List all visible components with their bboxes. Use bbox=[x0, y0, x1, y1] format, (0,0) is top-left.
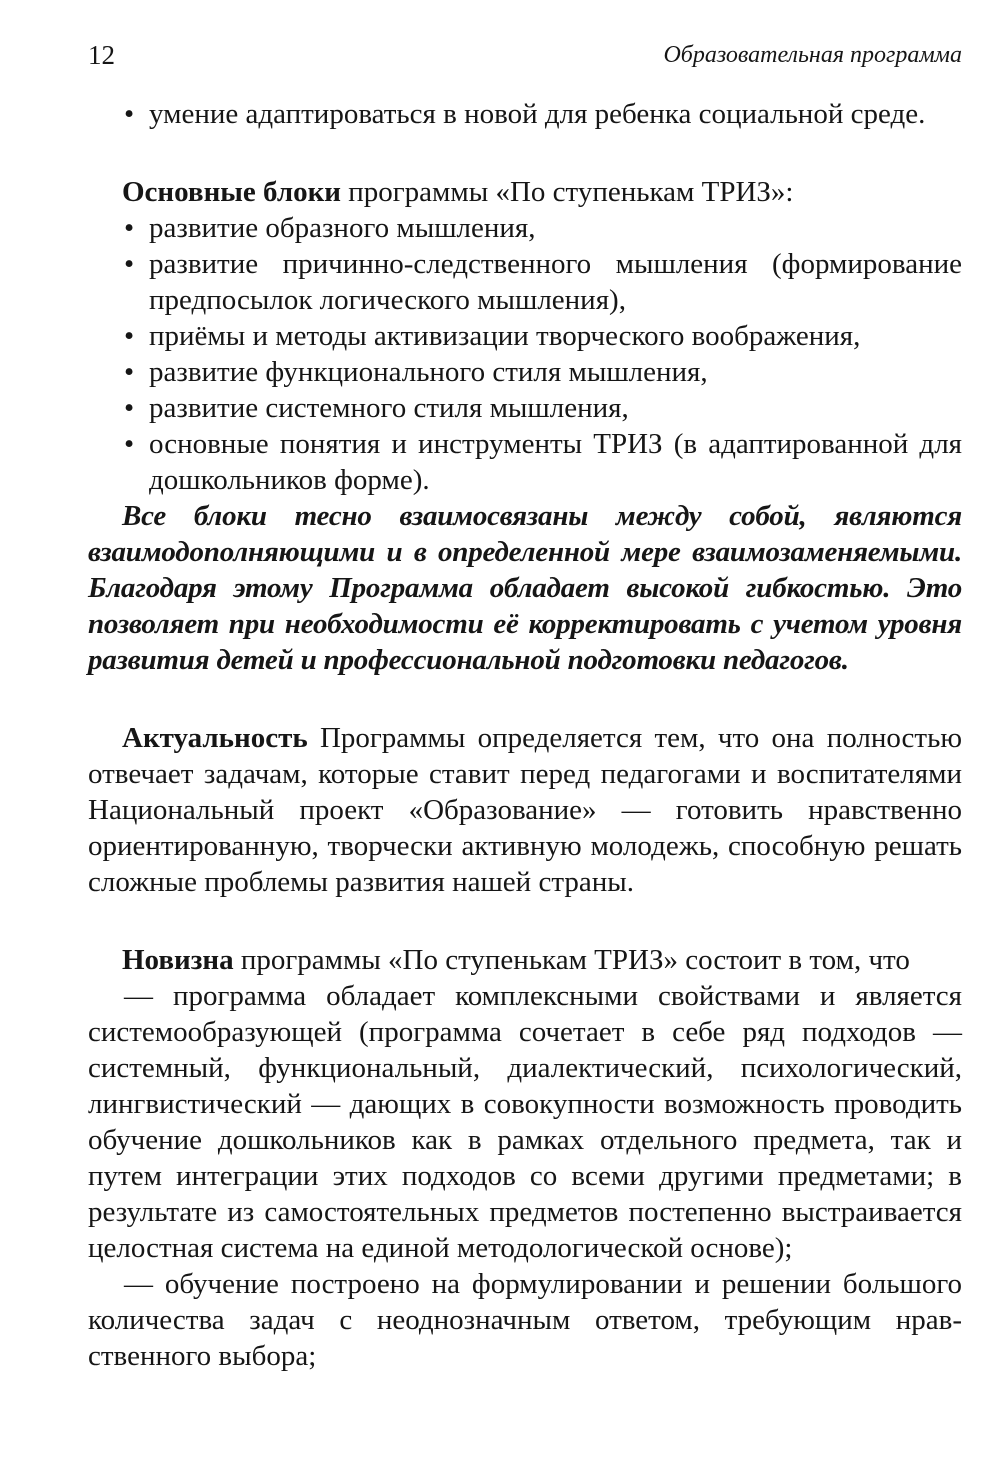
novelty-bold: Новизна bbox=[122, 944, 234, 976]
bullet-icon: • bbox=[124, 98, 135, 130]
emphasis-paragraph: Все блоки тесно взаимосвязаны между собой, являются взаимодополняющими и в определенной мере взаимозаменяемыми. Благодаря этому Программа обладает высокой гибкостью. Это позволяет при необходимости её корректировать с учетом уровня развития детей и профессиональной подготовки педагогов. bbox=[88, 500, 962, 676]
bullet-icon: • bbox=[124, 320, 135, 352]
page-header bbox=[88, 38, 962, 72]
list-item bbox=[88, 246, 962, 318]
list-item bbox=[88, 354, 962, 390]
bullet-icon: • bbox=[124, 212, 135, 244]
list-item-text: развитие образного мышления, bbox=[149, 212, 536, 244]
blocks-heading-text: программы «По ступенькам ТРИЗ»: bbox=[341, 176, 794, 208]
novelty-point: — обучение построено на формулировании и решении большого количества задач с неоднозначным ответом, требующим нравственного выбора; bbox=[88, 1268, 962, 1372]
running-title: Образовательная программа bbox=[663, 42, 962, 68]
page-number: 12 bbox=[88, 40, 115, 70]
list-item bbox=[88, 390, 962, 426]
novelty-heading bbox=[88, 942, 962, 978]
list-item-text: развитие причинно-следственного мышления (формирование предпосылок логического мышления), bbox=[149, 248, 962, 316]
relevance-text: Программы определяется тем, что она полностью отвечает задачам, которые ставит перед педагогами и воспитателями Национальный проект «Образование» — готовить нравственно ориентированную, творчески активную молодежь, способную решать сложные проблемы развития нашей страны. bbox=[88, 722, 962, 898]
list-item bbox=[88, 210, 962, 246]
bullet-icon: • bbox=[124, 248, 135, 280]
relevance-bold: Актуальность bbox=[122, 722, 308, 754]
list-item-text: развитие системного стиля мышления, bbox=[149, 392, 629, 424]
novelty-point: — программа обладает комплексными свойствами и является системообразующей (программа сочетает в себе ряд подходов — системный, функциональный, диалектический, психологический, лингвистический — дающих в совокупности возможность проводить обучение дошкольников как в рамках отдельного предмета, так и путем интеграции этих подходов со всеми другими предметами; в результате из самостоятельных предметов постепенно выстраивается целостная система на единой методологической основе); bbox=[88, 980, 962, 1264]
list-item-text: приёмы и методы активизации творческого воображения, bbox=[149, 320, 861, 352]
list-item bbox=[88, 318, 962, 354]
blocks-heading-bold: Основные блоки bbox=[122, 176, 342, 208]
blocks-list bbox=[88, 210, 962, 498]
list-item-text: основные понятия и инструменты ТРИЗ (в адаптированной для дошкольников форме). bbox=[149, 428, 962, 496]
intro-bullet-list bbox=[88, 96, 962, 132]
bullet-icon: • bbox=[124, 428, 135, 460]
page-body bbox=[88, 96, 962, 1374]
bullet-icon: • bbox=[124, 356, 135, 388]
relevance-paragraph bbox=[88, 720, 962, 900]
bullet-icon: • bbox=[124, 392, 135, 424]
list-item bbox=[88, 96, 962, 132]
list-item bbox=[88, 426, 962, 498]
list-item-text: умение адаптироваться в новой для ребенка социальной среде. bbox=[149, 98, 926, 130]
novelty-text: программы «По ступенькам ТРИЗ» состоит в том, что bbox=[233, 944, 910, 976]
list-item-text: развитие функционального стиля мышления, bbox=[149, 356, 708, 388]
blocks-heading bbox=[88, 174, 962, 210]
